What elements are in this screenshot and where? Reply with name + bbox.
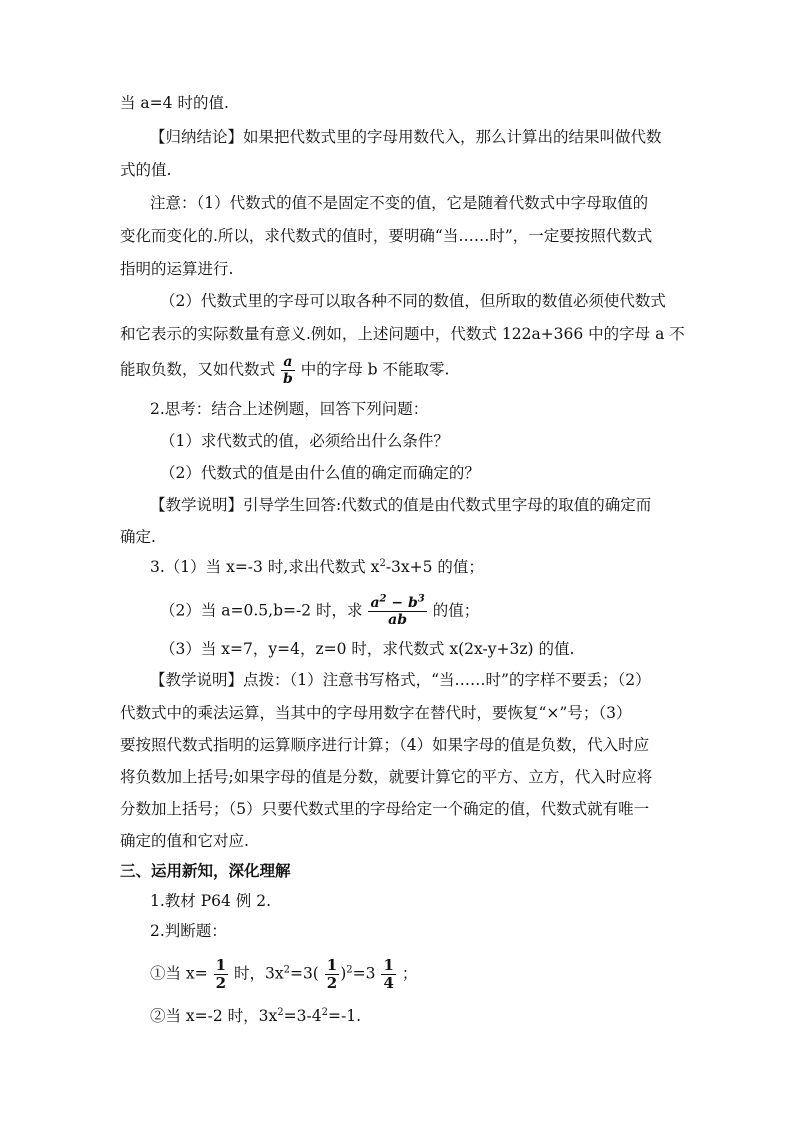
text-line-teaching-note: 【教学说明】点拨：（1）注意书写格式，“当……时”的字样不要丢；（2） <box>150 671 651 689</box>
fraction-numerator: 1 <box>215 956 227 974</box>
section-heading: 三、运用新知，深化理解 <box>120 862 291 880</box>
text-segment: -3x+5 的值； <box>385 558 484 576</box>
text-segment: ①当 x= <box>150 964 208 983</box>
text-line: 2.判断题： <box>150 922 227 940</box>
fraction-denominator: 2 <box>326 974 338 992</box>
text-line: 分数加上括号；（5）只要代数式里的字母给定一个确定的值，代数式就有唯一 <box>120 800 650 818</box>
text-segment: ； <box>401 964 418 983</box>
text-line: 要按照代数式指明的运算顺序进行计算；（4）如果字母的值是负数，代入时应 <box>120 736 650 754</box>
text-line-judgement-1 <box>150 958 417 991</box>
text-line: 变化而变化的.所以，求代数式的值时，要明确“当……时”，一定要按照代数式 <box>120 227 653 245</box>
fraction-denominator: 2 <box>215 974 227 992</box>
fraction-one-half <box>214 958 228 991</box>
text-line-note: 注意：（1）代数式的值不是固定不变的值，它是随着代数式中字母取值的 <box>150 194 649 212</box>
fraction-one-quarter <box>381 958 395 991</box>
fraction-denominator: ab <box>388 612 408 628</box>
text-line-question-2: 2.思考：结合上述例题，回答下列问题： <box>150 400 429 418</box>
text-segment: 中的字母 b 不能取零. <box>300 360 450 379</box>
exponent: 2 <box>277 1006 284 1018</box>
text-line-with-fraction <box>120 355 449 386</box>
exponent: 2 <box>346 964 353 976</box>
text-segment: =-1. <box>328 1007 362 1025</box>
text-line: （2）代数式的值是由什么值的确定而确定的？ <box>160 464 480 482</box>
exponent: 3 <box>417 593 425 605</box>
fraction-a2-minus-b3-over-ab <box>368 593 426 628</box>
exponent: 2 <box>321 1006 328 1018</box>
numerator-minus-b: − b <box>386 595 418 611</box>
text-line-judgement-2 <box>150 1005 361 1027</box>
text-line: 指明的运算进行. <box>120 260 234 278</box>
text-line-question-3 <box>150 556 484 578</box>
fraction-a-over-b <box>281 355 295 386</box>
text-segment: 能取负数，又如代数式 <box>120 360 276 379</box>
text-line: 式的值. <box>120 161 172 179</box>
text-segment: 时，3x <box>233 964 284 983</box>
text-segment: =3 <box>352 964 376 983</box>
text-line: 和它表示的实际数量有意义.例如，上述问题中，代数式 122a+366 中的字母 a 不 <box>120 325 685 343</box>
text-segment: =3-4 <box>283 1007 322 1025</box>
text-segment: 的值； <box>432 601 480 620</box>
exponent: 2 <box>379 557 386 569</box>
fraction-numerator: a <box>281 355 295 371</box>
text-segment: （2）当 a=0.5,b=-2 时，求 <box>160 601 363 620</box>
text-segment: 3.（1）当 x=-3 时,求出代数式 x <box>150 558 380 576</box>
text-segment: ②当 x=-2 时，3x <box>150 1007 278 1025</box>
text-line: 1.教材 P64 例 2. <box>150 892 272 910</box>
text-line: 将负数加上括号;如果字母的值是分数，就要计算它的平方、立方，代入时应将 <box>120 768 653 786</box>
text-segment: =3( <box>289 964 319 983</box>
exponent: 2 <box>379 593 387 605</box>
text-line: 确定. <box>120 528 156 546</box>
text-line-teaching-note: 【教学说明】引导学生回答:代数式的值是由代数式里字母的取值的确定而 <box>150 496 652 514</box>
text-line: 当 a=4 时的值. <box>120 94 229 112</box>
fraction-numerator: 1 <box>383 956 394 974</box>
text-line: 确定的值和它对应. <box>120 832 249 850</box>
fraction-one-half <box>325 958 339 991</box>
exponent: 2 <box>283 964 290 976</box>
text-segment: ) <box>340 964 347 983</box>
fraction-numerator <box>368 593 426 612</box>
text-line: 代数式中的乘法运算，当其中的字母用数字在替代时，要恢复“×”号；（3） <box>120 704 632 722</box>
text-line-summary: 【归纳结论】如果把代数式里的字母用数代入，那么计算出的结果叫做代数 <box>150 128 662 146</box>
fraction-denominator: b <box>282 371 293 387</box>
text-line: （2）代数式里的字母可以取各种不同的数值，但所取的数值必须使代数式 <box>160 292 666 310</box>
text-line-with-fraction <box>160 593 480 628</box>
numerator-a: a <box>370 595 380 611</box>
fraction-denominator: 4 <box>383 974 394 992</box>
text-line: （1）求代数式的值，必须给出什么条件？ <box>160 432 449 450</box>
text-line: （3）当 x=7，y=4，z=0 时，求代数式 x(2x-y+3z) 的值. <box>160 640 575 658</box>
fraction-numerator: 1 <box>326 956 338 974</box>
